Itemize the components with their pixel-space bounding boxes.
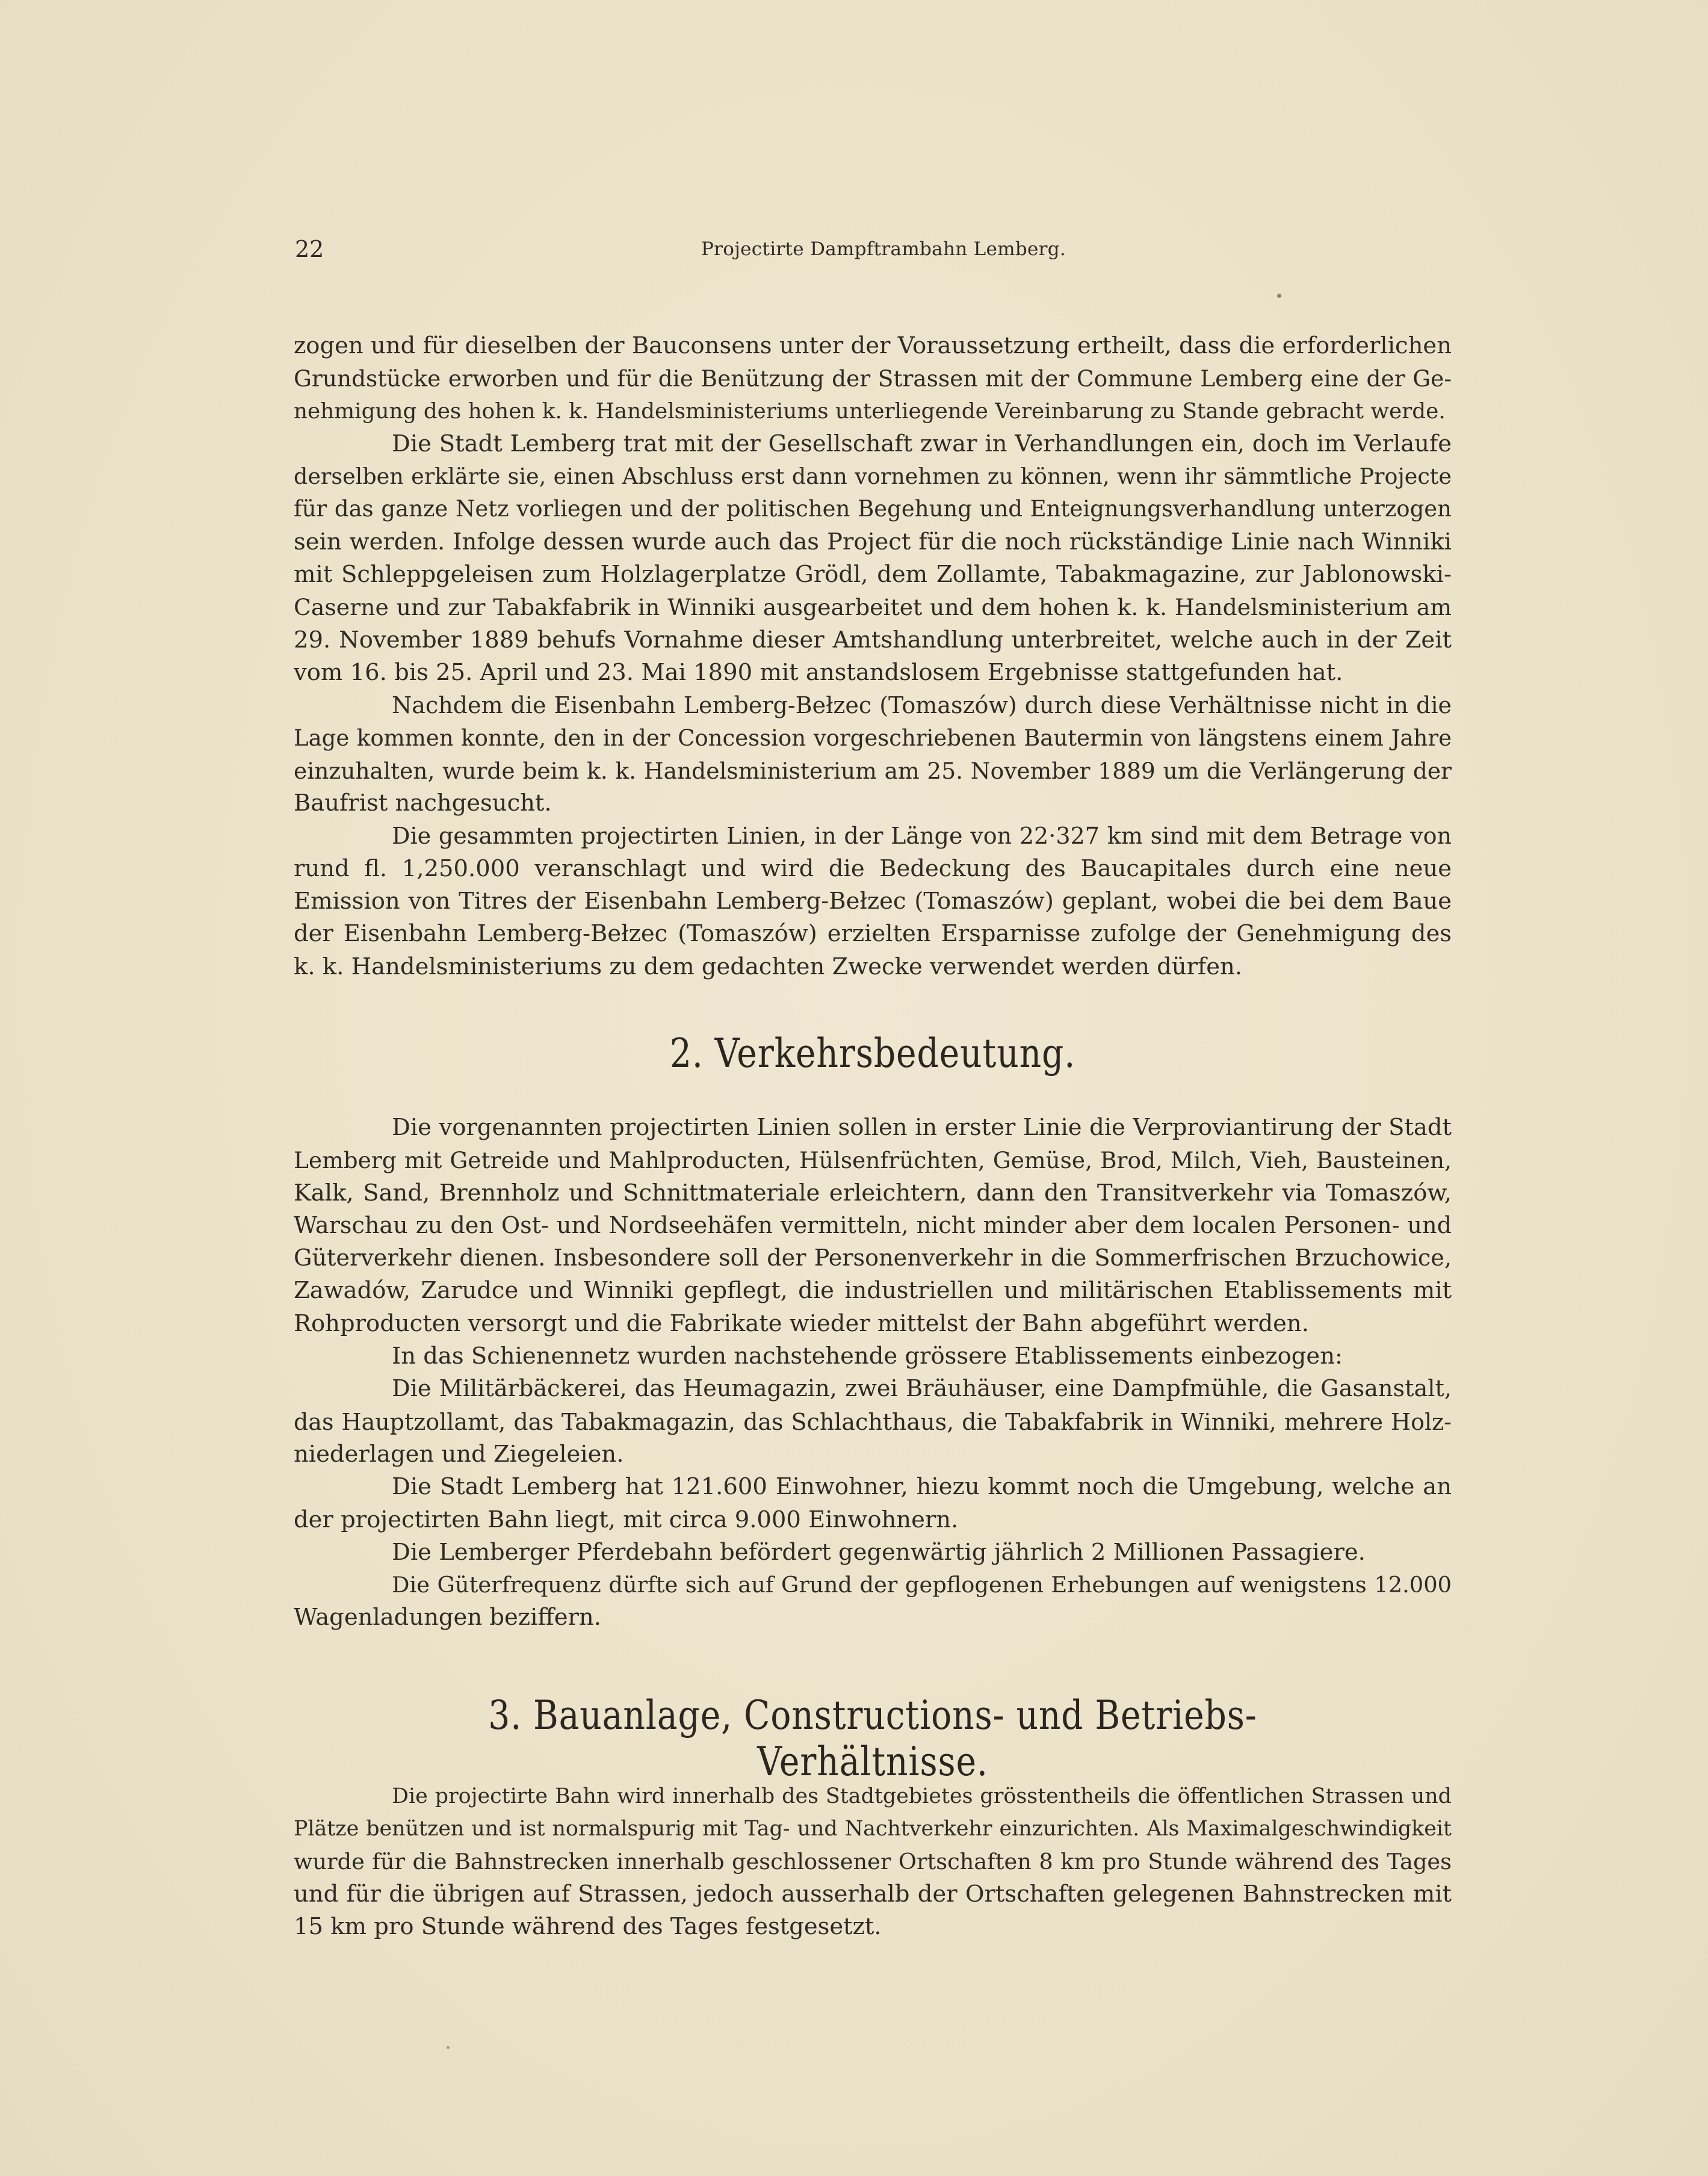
- text-line: Wagenladungen beziffern.: [294, 1604, 601, 1631]
- text-line: Lemberg mit Getreide und Mahlproducten, Hülsenfrüchten, Gemüse, Brod, Milch, Vieh, Bausteinen,: [294, 1147, 1452, 1174]
- text-line: Caserne und zur Tabakfabrik in Winniki ausgearbeitet und dem hohen k. k. Handelsministerium am: [294, 594, 1452, 621]
- text-line: Rohproducten versorgt und die Fabrikate wieder mittelst der Bahn abgeführt werden.: [294, 1309, 1309, 1337]
- section-2-heading: 2. Verkehrsbedeutung.: [669, 1030, 1076, 1077]
- text-line: Grundstücke erworben und für die Benützung der Strassen mit der Commune Lemberg eine der Ge-: [294, 365, 1452, 392]
- section-2-text: [294, 1111, 1452, 1634]
- text-line: Die vorgenannten projectirten Linien sollen in erster Linie die Verproviantirung der Stadt: [392, 1114, 1452, 1141]
- text-line: sein werden. Infolge dessen wurde auch das Project für die noch rückständige Linie nach Winniki: [294, 528, 1452, 555]
- page-number: 22: [295, 236, 324, 262]
- text-line: 29. November 1889 behufs Vornahme dieser Amtshandlung unterbreitet, welche auch in der Zeit: [294, 626, 1452, 654]
- text-line: 15 km pro Stunde während des Tages festgesetzt.: [294, 1913, 882, 1941]
- text-line: derselben erklärte sie, einen Abschluss erst dann vornehmen zu können, wenn ihr sämmtliche Projecte: [294, 463, 1452, 490]
- text-line: Die Lemberger Pferdebahn befördert gegenwärtig jährlich 2 Millionen Passagiere.: [392, 1538, 1366, 1566]
- text-line: das Hauptzollamt, das Tabakmagazin, das Schlachthaus, die Tabakfabrik in Winniki, mehrere Holz-: [294, 1408, 1452, 1435]
- text-line: Kalk, Sand, Brennholz und Schnittmateriale erleichtern, dann den Transitverkehr via Tomaszów,: [294, 1179, 1452, 1207]
- text-line: wurde für die Bahnstrecken innerhalb geschlossener Ortschaften 8 km pro Stunde während des Tages: [294, 1848, 1452, 1875]
- text-line: zogen und für dieselben der Bauconsens unter der Voraussetzung ertheilt, dass die erforderlichen: [294, 332, 1452, 359]
- text-line: vom 16. bis 25. April und 23. Mai 1890 mit anstandslosem Ergebnisse stattgefunden hat.: [294, 658, 1343, 686]
- text-line: Die Militärbäckerei, das Heumagazin, zwei Bräuhäuser, eine Dampfmühle, die Gasanstalt,: [392, 1376, 1452, 1403]
- paper-speck: [447, 2046, 450, 2049]
- text-line: Zawadów, Zarudce und Winniki gepflegt, die industriellen und militärischen Etablissements mit: [294, 1277, 1452, 1305]
- text-line: einzuhalten, wurde beim k. k. Handelsministerium am 25. November 1889 um die Verlängerung der: [294, 757, 1452, 784]
- section-1-text: [294, 330, 1452, 983]
- running-header: [295, 236, 1456, 266]
- text-line: Plätze benützen und ist normalspurig mit Tag- und Nachtverkehr einzurichten. Als Maximalgeschwindigkeit: [294, 1817, 1452, 1841]
- text-line: In das Schienennetz wurden nachstehende grössere Etablissements einbezogen:: [392, 1343, 1343, 1370]
- text-line: der Eisenbahn Lemberg-Bełzec (Tomaszów) erzielten Ersparnisse zufolge der Genehmigung des: [294, 920, 1452, 948]
- text-line: Die gesammten projectirten Linien, in der Länge von 22·327 km sind mit dem Betrage von: [392, 823, 1452, 850]
- text-line: mit Schleppgeleisen zum Holzlagerplatze Grödl, dem Zollamte, Tabakmagazine, zur Jablonowski-: [294, 561, 1452, 589]
- text-line: für das ganze Netz vorliegen und der politischen Begehung und Enteignungsverhandlung unterzogen: [294, 496, 1452, 522]
- text-line: und für die übrigen auf Strassen, jedoch ausserhalb der Ortschaften gelegenen Bahnstrecken mit: [294, 1880, 1452, 1908]
- text-line: Baufrist nachgesucht.: [294, 790, 552, 817]
- section-3-heading: 3. Bauanlage, Constructions- und Betriebs-Verhältnisse.: [488, 1692, 1257, 1785]
- text-line: Die projectirte Bahn wird innerhalb des Stadtgebietes grösstentheils die öffentlichen Strassen und: [392, 1784, 1452, 1808]
- running-title: Projectirte Dampftrambahn Lemberg.: [701, 238, 1066, 260]
- text-line: Güterverkehr dienen. Insbesondere soll der Personenverkehr in die Sommerfrischen Brzuchowice,: [294, 1245, 1452, 1272]
- text-line: niederlagen und Ziegeleien.: [294, 1440, 624, 1468]
- text-line: nehmigung des hohen k. k. Handelsministeriums unterliegende Vereinbarung zu Stande gebracht werde.: [294, 398, 1446, 424]
- text-line: Die Stadt Lemberg hat 121.600 Einwohner, hiezu kommt noch die Umgebung, welche an: [392, 1473, 1452, 1501]
- text-line: k. k. Handelsministeriums zu dem gedachten Zwecke verwendet werden dürfen.: [294, 953, 1243, 980]
- text-line: Lage kommen konnte, den in der Concession vorgeschriebenen Bautermin von längstens einem Jahre: [294, 725, 1452, 751]
- text-line: Nachdem die Eisenbahn Lemberg-Bełzec (Tomaszów) durch diese Verhältnisse nicht in die: [392, 692, 1452, 719]
- text-line: Die Güterfrequenz dürfte sich auf Grund der gepflogenen Erhebungen auf wenigstens 12.000: [392, 1572, 1452, 1598]
- paper-speck: [1277, 294, 1281, 298]
- section-3-text: [294, 1780, 1452, 1943]
- text-line: Warschau zu den Ost- und Nordseehäfen vermitteln, nicht minder aber dem localen Personen- und: [294, 1212, 1452, 1239]
- text-line: rund fl. 1,250.000 veranschlagt und wird die Bedeckung des Baucapitales durch eine neue: [294, 855, 1452, 882]
- text-line: der projectirten Bahn liegt, mit circa 9.000 Einwohnern.: [294, 1506, 959, 1533]
- text-line: Die Stadt Lemberg trat mit der Gesellschaft zwar in Verhandlungen ein, doch im Verlaufe: [392, 430, 1452, 457]
- text-line: Emission von Titres der Eisenbahn Lemberg-Bełzec (Tomaszów) geplant, wobei die bei dem Baue: [294, 888, 1452, 915]
